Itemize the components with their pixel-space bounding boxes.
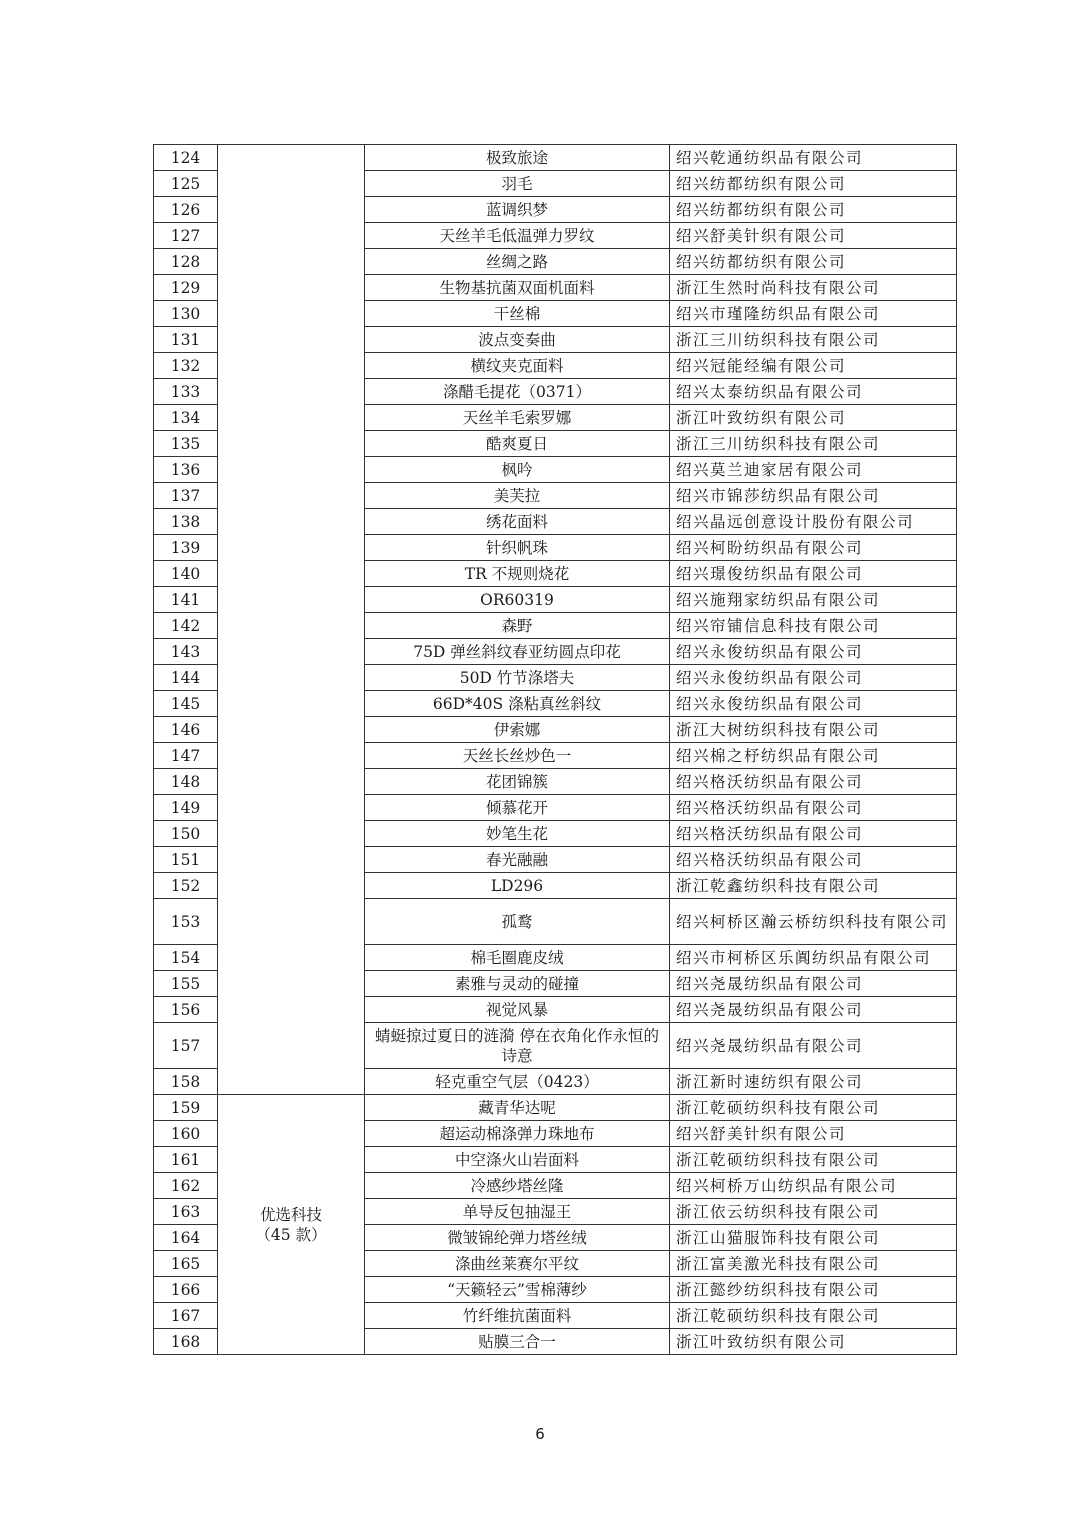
product-table — [153, 144, 957, 1355]
product-name: 枫吟 — [365, 457, 670, 483]
company-name: 浙江三川纺织科技有限公司 — [670, 327, 957, 353]
product-name: TR 不规则烧花 — [365, 561, 670, 587]
row-number: 128 — [154, 249, 218, 275]
row-number: 152 — [154, 873, 218, 899]
product-name: 伊索娜 — [365, 717, 670, 743]
company-name: 浙江乾硕纺织科技有限公司 — [670, 1147, 957, 1173]
row-number: 139 — [154, 535, 218, 561]
product-name: 蓝调织梦 — [365, 197, 670, 223]
product-name: 贴膜三合一 — [365, 1329, 670, 1355]
row-number: 136 — [154, 457, 218, 483]
product-name: 蜻蜓掠过夏日的涟漪 停在衣角化作永恒的诗意 — [365, 1023, 670, 1069]
product-name: 微皱锦纶弹力塔丝绒 — [365, 1225, 670, 1251]
product-name: 春光融融 — [365, 847, 670, 873]
product-name: 生物基抗菌双面机面料 — [365, 275, 670, 301]
company-name: 绍兴格沃纺织品有限公司 — [670, 821, 957, 847]
product-name: 森野 — [365, 613, 670, 639]
row-number: 164 — [154, 1225, 218, 1251]
company-name: 绍兴尧晟纺织品有限公司 — [670, 1023, 957, 1069]
row-number: 143 — [154, 639, 218, 665]
company-name: 绍兴柯盼纺织品有限公司 — [670, 535, 957, 561]
company-name: 绍兴纺都纺织有限公司 — [670, 171, 957, 197]
product-name: 孤鹜 — [365, 899, 670, 945]
company-name: 浙江新时速纺织有限公司 — [670, 1069, 957, 1095]
row-number: 138 — [154, 509, 218, 535]
row-number: 132 — [154, 353, 218, 379]
row-number: 131 — [154, 327, 218, 353]
company-name: 绍兴柯桥万山纺织品有限公司 — [670, 1173, 957, 1199]
product-name: 美芙拉 — [365, 483, 670, 509]
row-number: 157 — [154, 1023, 218, 1069]
row-number: 145 — [154, 691, 218, 717]
company-name: 绍兴棉之杼纺织品有限公司 — [670, 743, 957, 769]
row-number: 167 — [154, 1303, 218, 1329]
product-name: 中空涤火山岩面料 — [365, 1147, 670, 1173]
company-name: 浙江富美激光科技有限公司 — [670, 1251, 957, 1277]
product-name: 涤曲丝莱赛尔平纹 — [365, 1251, 670, 1277]
product-name: 横纹夹克面料 — [365, 353, 670, 379]
category-cell — [218, 1095, 365, 1355]
product-name: “天籁轻云”雪棉薄纱 — [365, 1277, 670, 1303]
company-name: 绍兴永俊纺织品有限公司 — [670, 691, 957, 717]
company-name: 浙江依云纺织科技有限公司 — [670, 1199, 957, 1225]
category-label-line: （45 款） — [255, 1225, 327, 1244]
row-number: 124 — [154, 145, 218, 171]
product-name: 50D 竹节涤塔夫 — [365, 665, 670, 691]
company-name: 绍兴舒美针织有限公司 — [670, 223, 957, 249]
row-number: 163 — [154, 1199, 218, 1225]
product-name: OR60319 — [365, 587, 670, 613]
company-name: 浙江乾硕纺织科技有限公司 — [670, 1095, 957, 1121]
company-name: 浙江生然时尚科技有限公司 — [670, 275, 957, 301]
table-row — [154, 1095, 957, 1121]
row-number: 149 — [154, 795, 218, 821]
row-number: 165 — [154, 1251, 218, 1277]
product-name: 轻克重空气层（0423） — [365, 1069, 670, 1095]
company-name: 浙江山猫服饰科技有限公司 — [670, 1225, 957, 1251]
row-number: 168 — [154, 1329, 218, 1355]
product-name: 竹纤维抗菌面料 — [365, 1303, 670, 1329]
product-name: 视觉风暴 — [365, 997, 670, 1023]
product-name: 素雅与灵动的碰撞 — [365, 971, 670, 997]
row-number: 154 — [154, 945, 218, 971]
row-number: 129 — [154, 275, 218, 301]
product-name: 天丝羊毛低温弹力罗纹 — [365, 223, 670, 249]
row-number: 125 — [154, 171, 218, 197]
product-name: 单导反包抽湿王 — [365, 1199, 670, 1225]
product-name: 花团锦簇 — [365, 769, 670, 795]
product-name: 天丝长丝炒色一 — [365, 743, 670, 769]
product-name: 棉毛圈鹿皮绒 — [365, 945, 670, 971]
product-name: 酷爽夏日 — [365, 431, 670, 457]
product-name: 超运动棉涤弹力珠地布 — [365, 1121, 670, 1147]
row-number: 140 — [154, 561, 218, 587]
product-name: 干丝棉 — [365, 301, 670, 327]
row-number: 144 — [154, 665, 218, 691]
product-name: 倾慕花开 — [365, 795, 670, 821]
company-name: 绍兴尧晟纺织品有限公司 — [670, 971, 957, 997]
row-number: 135 — [154, 431, 218, 457]
product-name: 75D 弹丝斜纹春亚纺圆点印花 — [365, 639, 670, 665]
row-number: 146 — [154, 717, 218, 743]
row-number: 142 — [154, 613, 218, 639]
company-name: 绍兴市瑾隆纺织品有限公司 — [670, 301, 957, 327]
product-name: 冷感纱塔丝隆 — [365, 1173, 670, 1199]
company-name: 绍兴莫兰迪家居有限公司 — [670, 457, 957, 483]
product-name: LD296 — [365, 873, 670, 899]
company-name: 浙江三川纺织科技有限公司 — [670, 431, 957, 457]
row-number: 148 — [154, 769, 218, 795]
company-name: 浙江叶致纺织有限公司 — [670, 1329, 957, 1355]
company-name: 绍兴市柯桥区乐阗纺织品有限公司 — [670, 945, 957, 971]
row-number: 161 — [154, 1147, 218, 1173]
product-name: 丝绸之路 — [365, 249, 670, 275]
company-name: 浙江懿纱纺织科技有限公司 — [670, 1277, 957, 1303]
company-name: 浙江大树纺织科技有限公司 — [670, 717, 957, 743]
row-number: 155 — [154, 971, 218, 997]
row-number: 162 — [154, 1173, 218, 1199]
company-name: 绍兴尧晟纺织品有限公司 — [670, 997, 957, 1023]
row-number: 151 — [154, 847, 218, 873]
row-number: 126 — [154, 197, 218, 223]
table-body — [154, 145, 957, 1355]
row-number: 133 — [154, 379, 218, 405]
product-name: 妙笔生花 — [365, 821, 670, 847]
row-number: 137 — [154, 483, 218, 509]
row-number: 156 — [154, 997, 218, 1023]
table-row — [154, 145, 957, 171]
row-number: 158 — [154, 1069, 218, 1095]
row-number: 159 — [154, 1095, 218, 1121]
company-name: 绍兴格沃纺织品有限公司 — [670, 769, 957, 795]
row-number: 150 — [154, 821, 218, 847]
company-name: 绍兴璟俊纺织品有限公司 — [670, 561, 957, 587]
company-name: 浙江乾硕纺织科技有限公司 — [670, 1303, 957, 1329]
row-number: 153 — [154, 899, 218, 945]
company-name: 绍兴施翔家纺织品有限公司 — [670, 587, 957, 613]
row-number: 130 — [154, 301, 218, 327]
product-name: 绣花面料 — [365, 509, 670, 535]
company-name: 绍兴舒美针织有限公司 — [670, 1121, 957, 1147]
row-number: 127 — [154, 223, 218, 249]
category-cell — [218, 145, 365, 1095]
product-name: 羽毛 — [365, 171, 670, 197]
company-name: 绍兴格沃纺织品有限公司 — [670, 847, 957, 873]
company-name: 绍兴帘铺信息科技有限公司 — [670, 613, 957, 639]
company-name: 绍兴太泰纺织品有限公司 — [670, 379, 957, 405]
row-number: 166 — [154, 1277, 218, 1303]
page-number: 6 — [535, 1425, 545, 1443]
category-label-line: 优选科技 — [259, 1205, 322, 1224]
product-name: 针织帆珠 — [365, 535, 670, 561]
company-name: 绍兴市锦莎纺织品有限公司 — [670, 483, 957, 509]
product-name: 天丝羊毛索罗娜 — [365, 405, 670, 431]
company-name: 绍兴柯桥区瀚云桥纺织科技有限公司 — [670, 899, 957, 945]
product-name: 66D*40S 涤粘真丝斜纹 — [365, 691, 670, 717]
company-name: 绍兴晶远创意设计股份有限公司 — [670, 509, 957, 535]
company-name: 浙江叶致纺织有限公司 — [670, 405, 957, 431]
company-name: 浙江乾鑫纺织科技有限公司 — [670, 873, 957, 899]
company-name: 绍兴格沃纺织品有限公司 — [670, 795, 957, 821]
company-name: 绍兴纺都纺织有限公司 — [670, 249, 957, 275]
product-name: 涤醋毛提花（0371） — [365, 379, 670, 405]
row-number: 134 — [154, 405, 218, 431]
product-name: 波点变奏曲 — [365, 327, 670, 353]
company-name: 绍兴永俊纺织品有限公司 — [670, 639, 957, 665]
company-name: 绍兴冠能经编有限公司 — [670, 353, 957, 379]
product-name: 藏青华达呢 — [365, 1095, 670, 1121]
company-name: 绍兴纺都纺织有限公司 — [670, 197, 957, 223]
company-name: 绍兴乾通纺织品有限公司 — [670, 145, 957, 171]
row-number: 160 — [154, 1121, 218, 1147]
product-name: 极致旅途 — [365, 145, 670, 171]
company-name: 绍兴永俊纺织品有限公司 — [670, 665, 957, 691]
row-number: 147 — [154, 743, 218, 769]
row-number: 141 — [154, 587, 218, 613]
